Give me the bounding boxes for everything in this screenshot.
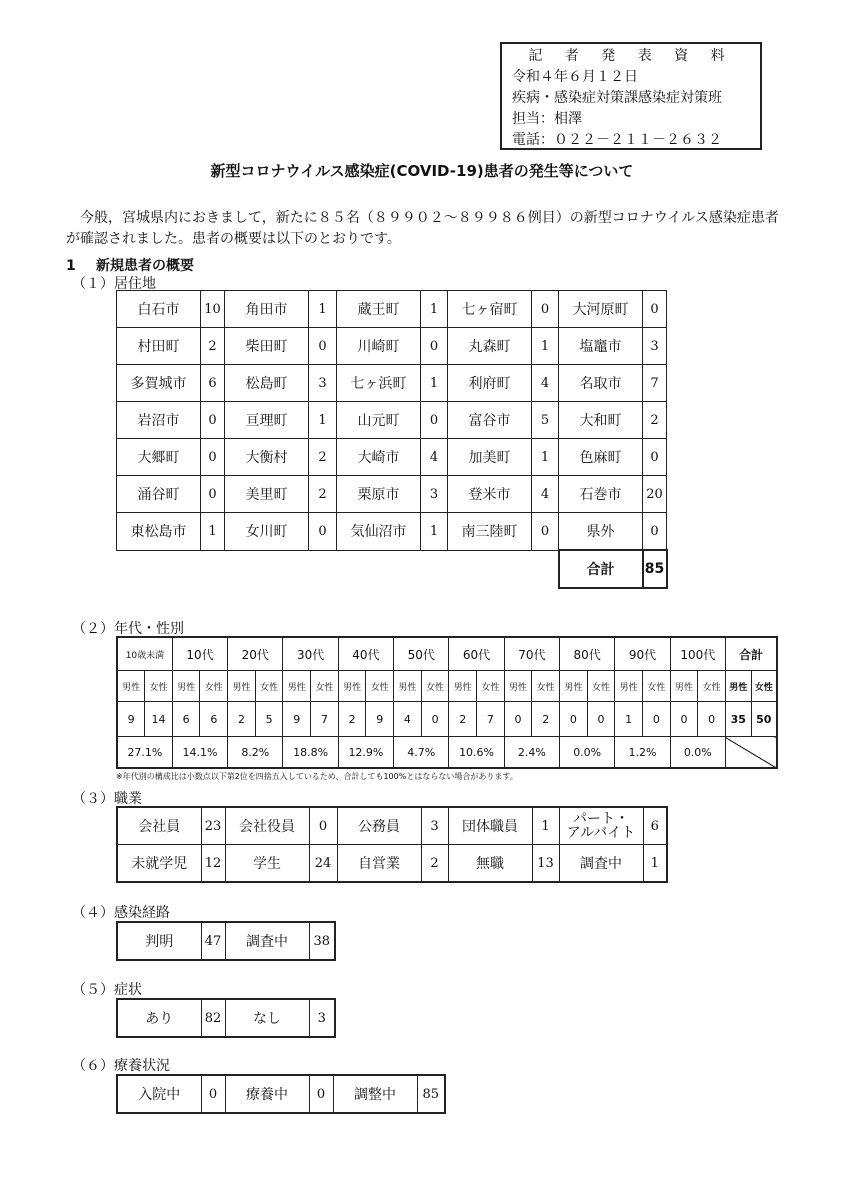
total-male-count: 35 — [725, 702, 751, 737]
age-percent: 10.6% — [449, 737, 504, 769]
occupation-count: 1 — [643, 845, 667, 883]
municipality-name: 大崎市 — [337, 439, 421, 476]
symptom-table — [116, 998, 336, 1038]
male-header: 男性 — [228, 671, 256, 702]
municipality-count: 1 — [421, 513, 448, 551]
male-header: 男性 — [283, 671, 311, 702]
municipality-count: 3 — [309, 365, 337, 402]
residence-row — [117, 513, 667, 551]
municipality-name: 七ヶ浜町 — [337, 365, 421, 402]
female-count: 5 — [255, 702, 283, 737]
municipality-name: 岩沼市 — [117, 402, 201, 439]
age-group-header: 20代 — [228, 637, 283, 671]
municipality-count: 0 — [201, 439, 225, 476]
municipality-count: 2 — [309, 439, 337, 476]
total-female-header: 女性 — [751, 671, 777, 702]
municipality-count: 1 — [532, 439, 559, 476]
municipality-count: 4 — [532, 365, 559, 402]
female-count: 0 — [587, 702, 615, 737]
care-count: 85 — [417, 1075, 445, 1113]
municipality-name: 大衡村 — [225, 439, 309, 476]
occupation-row — [117, 845, 667, 883]
care-label: 入院中 — [117, 1075, 201, 1113]
municipality-name: 石巻市 — [559, 476, 643, 513]
symptom-label: なし — [225, 999, 309, 1037]
symptom-label: あり — [117, 999, 201, 1037]
male-count: 6 — [172, 702, 200, 737]
municipality-name: 七ヶ宿町 — [448, 291, 532, 328]
symptom-heading: （５）症状 — [72, 982, 142, 998]
age-note: ※年代別の構成比は小数点以下第2位を四捨五入しているため、合計しても100%とはならない場合があります。 — [116, 772, 518, 781]
female-header: 女性 — [255, 671, 283, 702]
section-heading — [66, 255, 194, 275]
age-heading: （２）年代・性別 — [72, 621, 184, 637]
age-group-header: 50代 — [394, 637, 449, 671]
male-header: 男性 — [560, 671, 588, 702]
municipality-count: 4 — [532, 476, 559, 513]
male-header: 男性 — [117, 671, 145, 702]
male-count: 2 — [228, 702, 256, 737]
empty-diagonal-cell — [725, 737, 777, 769]
age-table — [116, 636, 778, 769]
care-count: 0 — [201, 1075, 225, 1113]
section-number: 1 — [66, 258, 76, 274]
municipality-name: 柴田町 — [225, 328, 309, 365]
municipality-count: 6 — [201, 365, 225, 402]
municipality-count: 2 — [643, 402, 667, 439]
municipality-name: 亘理町 — [225, 402, 309, 439]
residence-row — [117, 402, 667, 439]
male-header: 男性 — [670, 671, 698, 702]
municipality-name: 登米市 — [448, 476, 532, 513]
female-count: 9 — [366, 702, 394, 737]
symptom-count: 82 — [201, 999, 225, 1037]
occupation-name: 公務員 — [337, 807, 421, 845]
age-percent: 0.0% — [560, 737, 615, 769]
occupation-count: 23 — [201, 807, 225, 845]
municipality-name: 名取市 — [559, 365, 643, 402]
age-group-header: 60代 — [449, 637, 504, 671]
female-count: 6 — [200, 702, 228, 737]
municipality-count: 0 — [201, 402, 225, 439]
document-title: 新型コロナウイルス感染症(COVID-19)患者の発生等について — [210, 162, 634, 180]
male-header: 男性 — [394, 671, 422, 702]
age-percent: 1.2% — [615, 737, 670, 769]
municipality-name: 美里町 — [225, 476, 309, 513]
municipality-name: 東松島市 — [117, 513, 201, 551]
female-header: 女性 — [642, 671, 670, 702]
age-group-header: 30代 — [283, 637, 338, 671]
occupation-name: 調査中 — [559, 845, 643, 883]
municipality-count: 1 — [421, 365, 448, 402]
occupation-count: 2 — [421, 845, 448, 883]
route-heading: （４）感染経路 — [72, 905, 170, 921]
municipality-count: 0 — [532, 513, 559, 551]
municipality-count: 1 — [421, 291, 448, 328]
press-contact: 担当：相澤 — [512, 111, 582, 127]
male-header: 男性 — [338, 671, 366, 702]
intro-paragraph: 今般，宮城県内におきまして，新たに８５名（８９９０２～８９９８６例目）の新型コロナウイルス感染症患者が確認されました。患者の概要は以下のとおりです。 — [66, 210, 779, 247]
municipality-name: 蔵王町 — [337, 291, 421, 328]
care-label: 療養中 — [225, 1075, 309, 1113]
occupation-row — [117, 807, 667, 845]
male-header: 男性 — [504, 671, 532, 702]
press-phone: 電話：０２２－２１１－２６３２ — [512, 132, 722, 148]
municipality-count: 0 — [643, 513, 667, 551]
municipality-name: 利府町 — [448, 365, 532, 402]
female-count: 7 — [311, 702, 339, 737]
municipality-count: 0 — [643, 439, 667, 476]
care-heading: （６）療養状況 — [72, 1058, 170, 1074]
male-header: 男性 — [615, 671, 643, 702]
total-female-count: 50 — [751, 702, 777, 737]
municipality-name: 県外 — [559, 513, 643, 551]
female-count: 0 — [421, 702, 449, 737]
municipality-name: 大和町 — [559, 402, 643, 439]
municipality-name: 加美町 — [448, 439, 532, 476]
female-header: 女性 — [477, 671, 505, 702]
male-header: 男性 — [449, 671, 477, 702]
municipality-count: 1 — [309, 402, 337, 439]
route-count: 47 — [201, 922, 225, 960]
female-header: 女性 — [311, 671, 339, 702]
female-count: 0 — [698, 702, 726, 737]
occupation-heading: （３）職業 — [72, 791, 142, 807]
male-header: 男性 — [172, 671, 200, 702]
route-label: 調査中 — [225, 922, 309, 960]
press-date: 令和４年６月１２日 — [512, 69, 638, 85]
route-table — [116, 921, 336, 961]
female-count: 2 — [532, 702, 560, 737]
municipality-count: 2 — [201, 328, 225, 365]
occupation-count: 0 — [309, 807, 337, 845]
route-count: 38 — [309, 922, 335, 960]
occupation-name: 団体職員 — [448, 807, 532, 845]
municipality-name: 松島町 — [225, 365, 309, 402]
occupation-count: 3 — [421, 807, 448, 845]
municipality-count: 3 — [421, 476, 448, 513]
municipality-name: 塩竈市 — [559, 328, 643, 365]
municipality-name: 南三陸町 — [448, 513, 532, 551]
age-percent: 0.0% — [670, 737, 725, 769]
occupation-name — [559, 807, 643, 845]
municipality-count: 1 — [309, 291, 337, 328]
municipality-count: 7 — [643, 365, 667, 402]
age-percent: 14.1% — [172, 737, 227, 769]
municipality-name: 丸森町 — [448, 328, 532, 365]
residence-heading: （１）居住地 — [72, 276, 156, 292]
male-count: 9 — [283, 702, 311, 737]
municipality-count: 0 — [421, 402, 448, 439]
occupation-count: 13 — [532, 845, 559, 883]
age-group-header: 10歳未満 — [117, 637, 172, 671]
occupation-name: 会社員 — [117, 807, 201, 845]
occupation-name-line: アルバイト — [566, 825, 636, 841]
male-count: 1 — [615, 702, 643, 737]
municipality-name: 白石市 — [117, 291, 201, 328]
age-group-header: 90代 — [615, 637, 670, 671]
municipality-name: 気仙沼市 — [337, 513, 421, 551]
male-count: 9 — [117, 702, 145, 737]
municipality-name: 村田町 — [117, 328, 201, 365]
male-count: 2 — [449, 702, 477, 737]
municipality-name: 大河原町 — [559, 291, 643, 328]
residence-row — [117, 439, 667, 476]
age-percent: 27.1% — [117, 737, 172, 769]
female-header: 女性 — [366, 671, 394, 702]
male-count: 2 — [338, 702, 366, 737]
male-count: 0 — [504, 702, 532, 737]
municipality-name: 色麻町 — [559, 439, 643, 476]
occupation-count: 12 — [201, 845, 225, 883]
municipality-name: 大郷町 — [117, 439, 201, 476]
male-count: 4 — [394, 702, 422, 737]
age-group-header: 80代 — [560, 637, 615, 671]
municipality-count: 0 — [309, 513, 337, 551]
municipality-count: 1 — [532, 328, 559, 365]
symptom-count: 3 — [309, 999, 335, 1037]
occupation-name: 学生 — [225, 845, 309, 883]
occupation-name: 自営業 — [337, 845, 421, 883]
municipality-name: 栗原市 — [337, 476, 421, 513]
municipality-count: 0 — [421, 328, 448, 365]
press-heading: 記 者 発 表 資 料 — [528, 48, 734, 64]
female-header: 女性 — [200, 671, 228, 702]
occupation-name: 会社役員 — [225, 807, 309, 845]
age-percent: 12.9% — [338, 737, 393, 769]
total-male-header: 男性 — [725, 671, 751, 702]
municipality-count: 10 — [201, 291, 225, 328]
care-label: 調整中 — [333, 1075, 417, 1113]
residence-row — [117, 476, 667, 513]
municipality-name: 富谷市 — [448, 402, 532, 439]
female-header: 女性 — [698, 671, 726, 702]
female-header: 女性 — [532, 671, 560, 702]
occupation-name: 無職 — [448, 845, 532, 883]
occupation-count: 24 — [309, 845, 337, 883]
occupation-count: 1 — [532, 807, 559, 845]
age-group-header: 100代 — [670, 637, 725, 671]
press-department: 疾病・感染症対策課感染症対策班 — [512, 90, 722, 106]
female-header: 女性 — [145, 671, 173, 702]
age-percent: 2.4% — [504, 737, 559, 769]
female-header: 女性 — [587, 671, 615, 702]
municipality-count: 0 — [532, 291, 559, 328]
male-count: 0 — [670, 702, 698, 737]
occupation-count: 6 — [643, 807, 667, 845]
occupation-name: 未就学児 — [117, 845, 201, 883]
municipality-name: 多賀城市 — [117, 365, 201, 402]
residence-row — [117, 365, 667, 402]
municipality-count: 0 — [643, 291, 667, 328]
residence-table — [116, 290, 668, 589]
route-label: 判明 — [117, 922, 201, 960]
municipality-count: 0 — [309, 328, 337, 365]
municipality-count: 4 — [421, 439, 448, 476]
municipality-name: 川崎町 — [337, 328, 421, 365]
municipality-count: 5 — [532, 402, 559, 439]
age-group-header: 70代 — [504, 637, 559, 671]
press-release-box — [500, 42, 762, 150]
municipality-name: 山元町 — [337, 402, 421, 439]
female-count: 7 — [477, 702, 505, 737]
female-count: 14 — [145, 702, 173, 737]
age-percent: 18.8% — [283, 737, 338, 769]
female-count: 0 — [642, 702, 670, 737]
occupation-name-line: パート・ — [573, 811, 629, 827]
male-count: 0 — [560, 702, 588, 737]
municipality-count: 20 — [643, 476, 667, 513]
residence-total-label: 合計 — [559, 550, 643, 588]
age-group-header: 10代 — [172, 637, 227, 671]
occupation-table — [116, 806, 668, 883]
municipality-count: 1 — [201, 513, 225, 551]
municipality-name: 女川町 — [225, 513, 309, 551]
care-table — [116, 1074, 446, 1114]
age-total-header: 合計 — [725, 637, 777, 671]
municipality-name: 角田市 — [225, 291, 309, 328]
care-count: 0 — [309, 1075, 333, 1113]
residence-row — [117, 291, 667, 328]
municipality-count: 2 — [309, 476, 337, 513]
residence-total-value: 85 — [643, 550, 667, 588]
municipality-count: 3 — [643, 328, 667, 365]
residence-row — [117, 328, 667, 365]
age-group-header: 40代 — [338, 637, 393, 671]
municipality-count: 0 — [201, 476, 225, 513]
age-percent: 8.2% — [228, 737, 283, 769]
section-title: 新規患者の概要 — [96, 258, 194, 274]
age-percent: 4.7% — [394, 737, 449, 769]
female-header: 女性 — [421, 671, 449, 702]
municipality-name: 涌谷町 — [117, 476, 201, 513]
